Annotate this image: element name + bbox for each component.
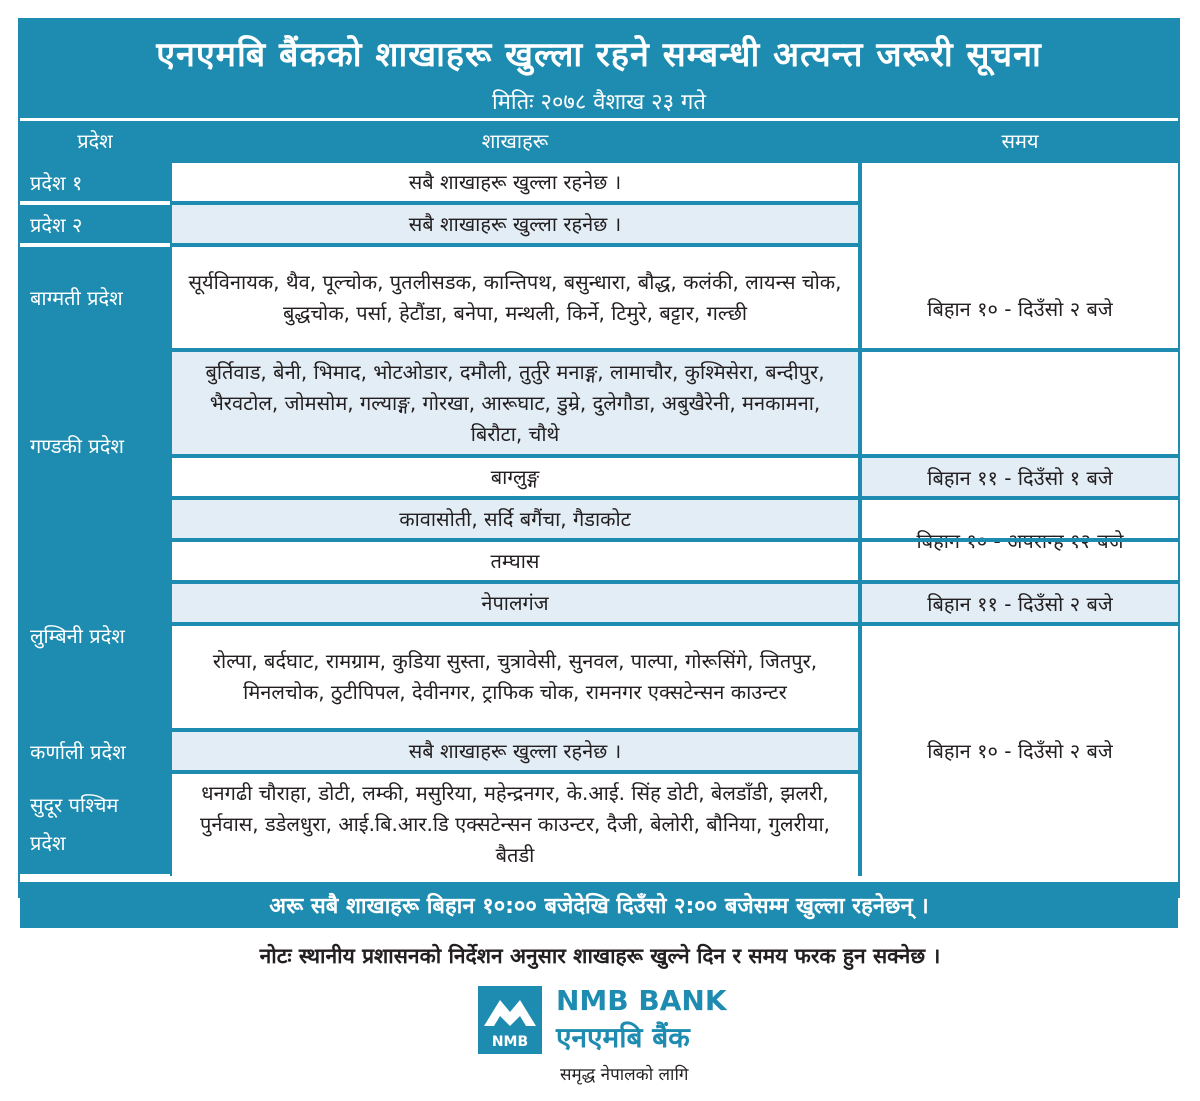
branches-cell: सबै शाखाहरू खुल्ला रहनेछ । (172, 732, 858, 770)
branches-cell: बाग्लुङ्ग (172, 458, 858, 496)
province-cell: लुम्बिनी प्रदेश (20, 542, 170, 728)
time-cell: बिहान ११ - दिउँसो १ बजे (862, 458, 1178, 496)
branches-cell: धनगढी चौराहा, डोटी, लम्की, मसुरिया, महेन्द्रनगर, के.आई. सिंह डोटी, बेलडाँडी, झलरी, पुर्नवास, डडेलधुरा, आई.बि.आर.डि एक्सटेन्सन काउन्टर, दैजी, बेलोरी, बौनिया, गुलरीया, बैतडी (172, 774, 858, 874)
logo-label: NMB (491, 1034, 529, 1050)
province-cell: बाग्मती प्रदेश (20, 247, 170, 348)
province-cell: सुदूर पश्चिम प्रदेश (20, 774, 170, 874)
notice-note: नोटः स्थानीय प्रशासनको निर्देशन अनुसार शाखाहरू खुल्ने दिन र समय फरक हुन सक्नेछ । (259, 944, 941, 968)
branches-cell: सूर्यविनायक, थैव, पूल्चोक, पुतलीसडक, कान्तिपथ, बसुन्धारा, बौद्ध, कलंकी, लायन्स चोक, बुद्धचोक, पर्सा, हेटौंडा, बनेपा, मन्थली, किर्ने, टिमुरे, बट्टार, गल्छी (172, 247, 858, 348)
grid-line (20, 159, 1178, 163)
branches-cell: सबै शाखाहरू खुल्ला रहनेछ । (172, 205, 858, 243)
grid-line (20, 770, 862, 774)
col-header-branches: शाखाहरू (172, 121, 858, 159)
branches-cell: नेपालगंज (172, 584, 858, 622)
col-header-province: प्रदेश (20, 121, 170, 159)
notice-header (20, 20, 1178, 118)
grid-line (172, 454, 1178, 458)
time-cell: बिहान १० - दिउँसो २ बजे (862, 626, 1178, 874)
brand-name-np: एनएमबि बैंक (556, 1021, 690, 1054)
notice-date: मितिः २०७८ वैशाख २३ गते (492, 90, 706, 115)
branches-cell: कावासोती, सर्दि बगैंचा, गैडाकोट (172, 500, 858, 538)
grid-line (172, 201, 858, 205)
province-cell: कर्णाली प्रदेश (20, 732, 170, 770)
time-cell: बिहान ११ - दिउँसो २ बजे (862, 584, 1178, 622)
brand-name-en: NMB BANK (556, 984, 727, 1017)
grid-line (20, 348, 1178, 352)
grid-line (172, 496, 1178, 500)
brand-tagline: समृद्ध नेपालको लागि (560, 1065, 689, 1085)
branches-cell: तम्घास (172, 542, 858, 580)
province-cell: प्रदेश १ (20, 163, 170, 201)
time-cell: बिहान १० - दिउँसो २ बजे (862, 163, 1178, 454)
branches-cell: बुर्तिवाड, बेनी, भिमाद, भोटओडार, दमौली, तुर्तुरे मनाङ्ग, लामाचौर, कुश्मिसेरा, बन्दीपुर, भैरवटोल, जोमसोम, गल्याङ्ग, गोरखा, आरूघाट, डुम्रे, दुलेगौडा, अबुखैरेनी, मनकामना, बिरौटा, चौथे (172, 352, 858, 454)
branches-cell: रोल्पा, बर्दघाट, रामग्राम, कुडिया सुस्ता, चुत्रावेसी, सुनवल, पाल्पा, गोरूसिंगे, जितपुर, मिनलचोक, ठुटीपिपल, देवीनगर, ट्राफिक चोक, रामनगर एक्सटेन्सन काउन्टर (172, 626, 858, 728)
province-cell: प्रदेश २ (20, 205, 170, 243)
grid-line (172, 622, 1178, 626)
grid-line (172, 580, 1178, 584)
notice-title: एनएमबि बैंकको शाखाहरू खुल्ला रहने सम्बन्धी अत्यन्त जरूरी सूचना (156, 35, 1042, 75)
branches-cell: सबै शाखाहरू खुल्ला रहनेछ । (172, 163, 858, 201)
col-header-time: समय (862, 121, 1178, 159)
province-cell: गण्डकी प्रदेश (20, 352, 170, 538)
grid-line (20, 538, 1178, 542)
notice-footer: अरू सबै शाखाहरू बिहान १०:०० बजेदेखि दिउँसो २:०० बजेसम्म खुल्ला रहनेछन् । (20, 882, 1178, 928)
grid-line (20, 728, 862, 732)
grid-line (172, 243, 858, 247)
